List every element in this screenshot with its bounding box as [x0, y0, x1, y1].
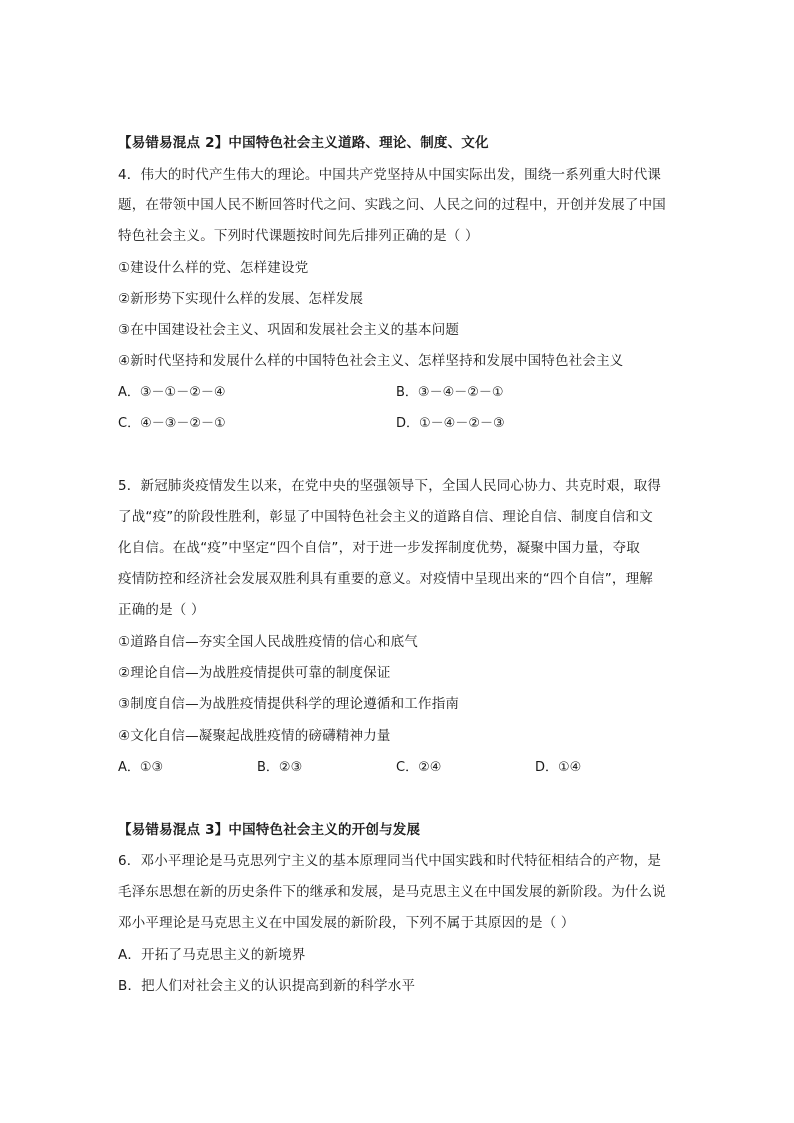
question-6-stem-line-3: 邓小平理论是马克思主义在中国发展的新阶段，下列不属于其原因的是（ ） — [118, 915, 575, 931]
question-4-stem-line-1: 4．伟大的时代产生伟大的理论。中国共产党坚持从中国实际出发，围绕一系列重大时代课 — [118, 167, 662, 183]
question-4-stem-line-2: 题，在带领中国人民不断回答时代之问、实践之问、人民之问的过程中，开创并发展了中国 — [118, 197, 666, 213]
question-4-statement-4: ④新时代坚持和发展什么样的中国特色社会主义、怎样坚持和发展中国特色社会主义 — [118, 353, 624, 369]
question-5-statement-2: ②理论自信—为战胜疫情提供可靠的制度保证 — [118, 665, 391, 681]
question-4-statement-1: ①建设什么样的党、怎样建设党 — [118, 260, 309, 276]
question-5-statement-4: ④文化自信—凝聚起战胜疫情的磅礴精神力量 — [118, 728, 391, 744]
question-4-statement-2: ②新形势下实现什么样的发展、怎样发展 — [118, 291, 364, 307]
question-5-option-a: A．①③ — [118, 760, 164, 775]
question-5-statement-3: ③制度自信—为战胜疫情提供科学的理论遵循和工作指南 — [118, 696, 460, 712]
question-6-stem-line-2: 毛泽东思想在新的历史条件下的继承和发展，是马克思主义在中国发展的新阶段。为什么说 — [118, 884, 666, 900]
question-6-option-b: B．把人们对社会主义的认识提高到新的科学水平 — [118, 978, 416, 994]
question-6-option-a: A．开拓了马克思主义的新境界 — [118, 947, 306, 963]
section-heading-2: 【易错易混点 2】中国特色社会主义道路、理论、制度、文化 — [118, 135, 489, 151]
question-5-stem-line-3: 化自信。在战“疫”中坚定“四个自信”，对于进一步发挥制度优势，凝聚中国力量，夺取 — [118, 540, 640, 556]
question-4-option-b: B．③－④－②－① — [396, 385, 504, 400]
question-5-stem-line-2: 了战“疫”的阶段性胜利，彰显了中国特色社会主义的道路自信、理论自信、制度自信和文 — [118, 509, 653, 525]
question-5-stem-line-1: 5．新冠肺炎疫情发生以来，在党中央的坚强领导下，全国人民同心协力、共克时艰，取得 — [118, 478, 662, 494]
question-5-stem-line-5: 正确的是（ ） — [118, 602, 205, 618]
question-4-option-c: C．④－③－②－① — [118, 416, 226, 431]
question-4-option-a: A．③－①－②－④ — [118, 385, 226, 400]
question-4-stem-line-3: 特色社会主义。下列时代课题按时间先后排列正确的是（ ） — [118, 228, 479, 244]
section-heading-3: 【易错易混点 3】中国特色社会主义的开创与发展 — [118, 822, 421, 838]
question-6-stem-line-1: 6．邓小平理论是马克思列宁主义的基本原理同当代中国实践和时代特征相结合的产物，是 — [118, 853, 662, 869]
question-5-statement-1: ①道路自信—夯实全国人民战胜疫情的信心和底气 — [118, 634, 419, 650]
question-4-statement-3: ③在中国建设社会主义、巩固和发展社会主义的基本问题 — [118, 322, 460, 338]
question-5-option-b: B．②③ — [257, 760, 303, 775]
question-4-option-d: D．①－④－②－③ — [396, 416, 505, 431]
question-5-stem-line-4: 疫情防控和经济社会发展双胜利具有重要的意义。对疫情中呈现出来的“四个自信”，理解 — [118, 571, 653, 587]
question-5-option-c: C．②④ — [396, 760, 442, 775]
question-5-option-d: D．①④ — [535, 760, 582, 775]
